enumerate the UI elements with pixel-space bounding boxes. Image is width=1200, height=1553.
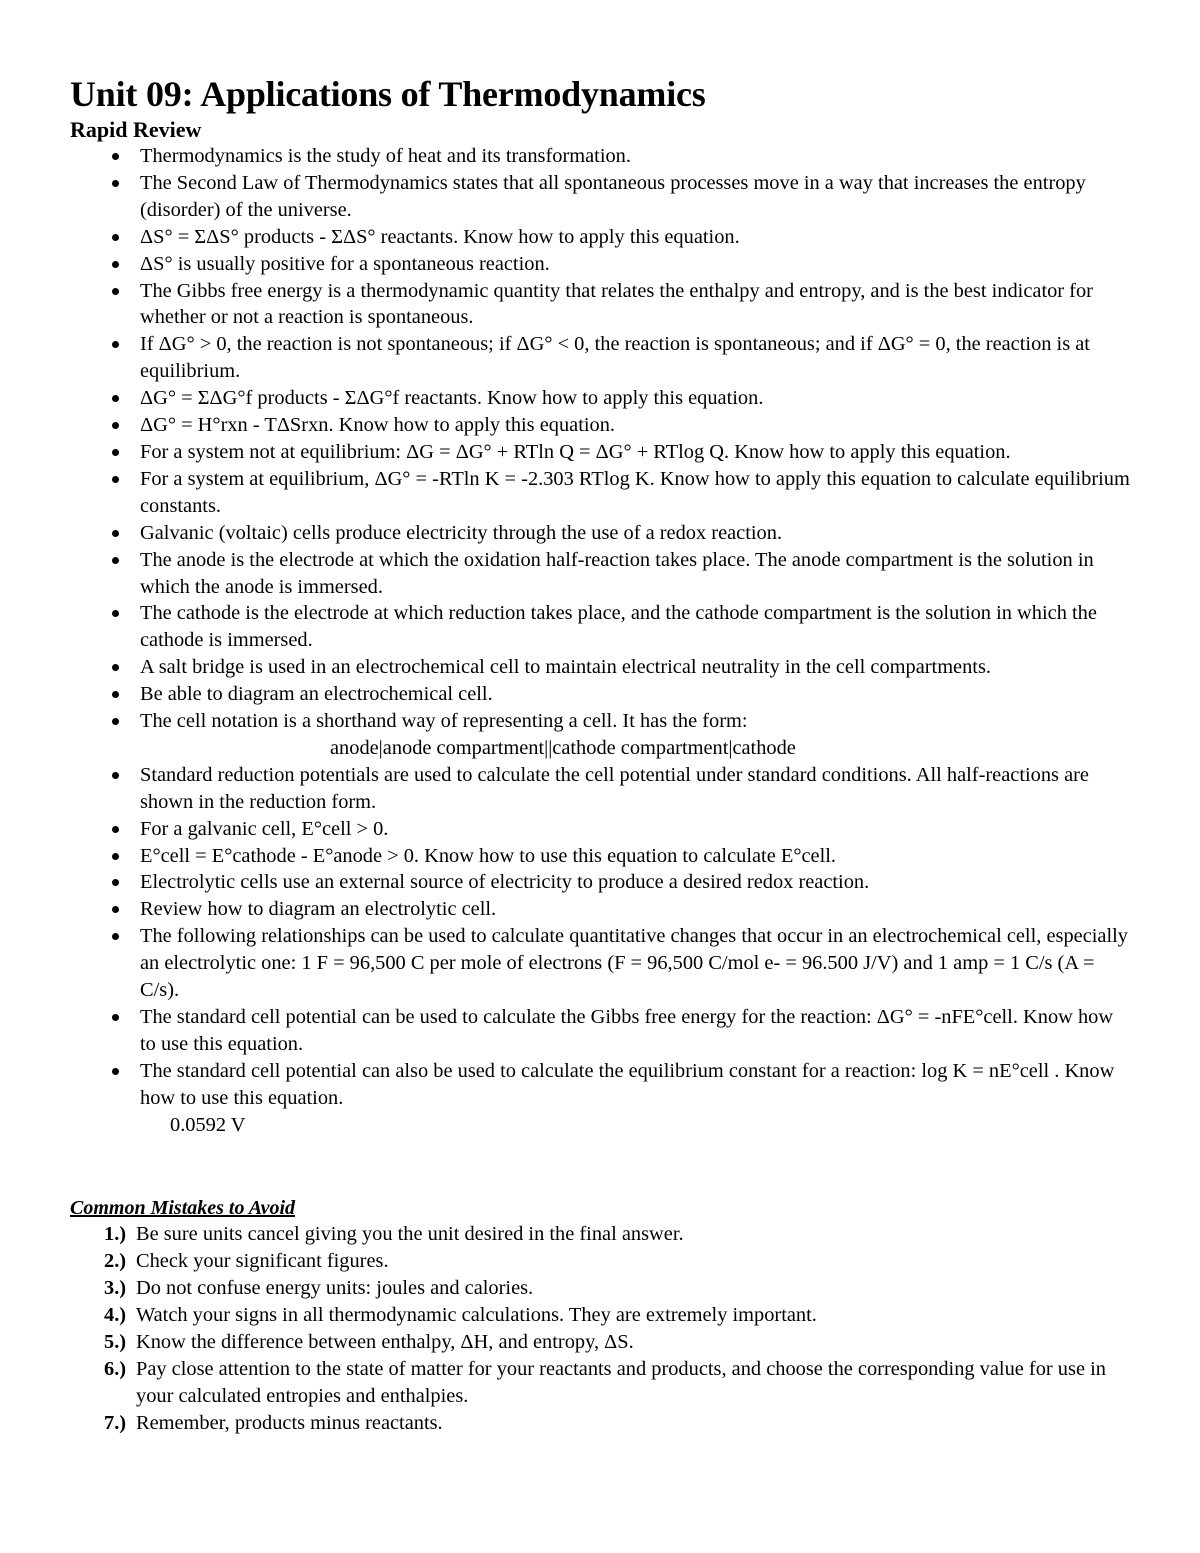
log-k-denominator: 0.0592 V: [170, 1113, 246, 1136]
mistake-text: Check your significant figures.: [136, 1249, 389, 1272]
mistake-number: 4.): [104, 1303, 127, 1326]
review-bullet-item: [70, 412, 1130, 439]
mistake-number: 5.): [104, 1330, 127, 1353]
bullet-icon: [112, 933, 119, 940]
bullet-icon: [112, 153, 119, 160]
review-bullet-text: For a system not at equilibrium: ΔG = ΔG° + RTln Q = ΔG° + RTlog Q. Know how to apply this equation.: [140, 440, 1011, 463]
page-title: Unit 09: Applications of Thermodynamics: [70, 74, 706, 114]
mistake-item: [70, 1275, 1130, 1302]
review-bullet-item: [70, 331, 1130, 385]
bullet-icon: [112, 772, 119, 779]
mistake-item: [70, 1329, 1130, 1356]
review-bullet-item: [70, 385, 1130, 412]
mistake-text: Pay close attention to the state of matter for your reactants and products, and choose the corresponding value for use in your calculated entropies and enthalpies.: [136, 1357, 1106, 1407]
review-bullet-text: Review how to diagram an electrolytic cell.: [140, 898, 497, 921]
mistake-item: [70, 1356, 1130, 1410]
review-bullet-text: The standard cell potential can also be used to calculate the equilibrium constant for a reaction: log K = nE°cell . Know how to use this equation.: [140, 1059, 1115, 1109]
mistake-number: 6.): [104, 1357, 127, 1380]
review-bullet-text: Be able to diagram an electrochemical cell.: [140, 683, 493, 706]
bullet-icon: [112, 530, 119, 537]
review-bullet-item: [70, 816, 1130, 843]
bullet-icon: [112, 664, 119, 671]
document-page: [70, 72, 1130, 1437]
review-bullet-text: ΔS° is usually positive for a spontaneous reaction.: [140, 252, 550, 275]
mistake-text: Watch your signs in all thermodynamic calculations. They are extremely important.: [136, 1303, 817, 1326]
mistake-item: [70, 1221, 1130, 1248]
mistake-number: 1.): [104, 1222, 127, 1245]
review-bullet-text: Thermodynamics is the study of heat and its transformation.: [140, 145, 631, 167]
review-bullet-item: [70, 1004, 1130, 1058]
review-bullet-item: [70, 520, 1130, 547]
review-bullet-item: [70, 869, 1130, 896]
review-bullet-text: The Second Law of Thermodynamics states that all spontaneous processes move in a way that increases the entropy (disorder) of the universe.: [140, 171, 1086, 221]
review-bullet-text: For a system at equilibrium, ΔG° = -RTln K = -2.303 RTlog K. Know how to apply this equation to calculate equilibrium constants.: [140, 467, 1130, 517]
review-bullet-item: [70, 681, 1130, 708]
common-mistakes-heading: Common Mistakes to Avoid: [70, 1196, 296, 1219]
mistake-text: Be sure units cancel giving you the unit desired in the final answer.: [136, 1222, 684, 1245]
review-bullet-item: [70, 843, 1130, 870]
rapid-review-list: [70, 143, 1130, 1139]
review-bullet-item: [70, 923, 1130, 1004]
bullet-icon: [112, 1014, 119, 1021]
review-bullet-item: [70, 547, 1130, 601]
review-bullet-text: The Gibbs free energy is a thermodynamic quantity that relates the enthalpy and entropy, and is the best indicator for whether or not a reaction is spontaneous.: [140, 279, 1093, 329]
review-bullet-item: [70, 251, 1130, 278]
review-bullet-text: The cell notation is a shorthand way of representing a cell. It has the form:: [140, 710, 748, 733]
bullet-icon: [112, 1068, 119, 1075]
review-bullet-item: [70, 466, 1130, 520]
review-bullet-text: ΔG° = H°rxn - TΔSrxn. Know how to apply this equation.: [140, 414, 616, 437]
review-bullet-text: Galvanic (voltaic) cells produce electricity through the use of a redox reaction.: [140, 521, 783, 544]
bullet-icon: [112, 341, 119, 348]
review-bullet-text: The following relationships can be used to calculate quantitative changes that occur in an electrochemical cell, especially an electrolytic one: 1 F = 96,500 C per mole of electrons (F = 96,500 C/mol e- = 96.500 J/V) and 1 amp = 1 C/s (A = C/s).: [140, 925, 1128, 1002]
review-bullet-item: [70, 762, 1130, 816]
bullet-icon: [112, 906, 119, 913]
mistake-text: Know the difference between enthalpy, ΔH, and entropy, ΔS.: [136, 1330, 634, 1353]
mistake-number: 3.): [104, 1276, 127, 1299]
mistake-item: [70, 1410, 1130, 1437]
mistake-number: 7.): [104, 1411, 127, 1434]
bullet-icon: [112, 879, 119, 886]
review-bullet-item: [70, 600, 1130, 654]
bullet-icon: [112, 476, 119, 483]
review-bullet-text: A salt bridge is used in an electrochemical cell to maintain electrical neutrality in the cell compartments.: [140, 656, 991, 679]
review-bullet-item: [70, 439, 1130, 466]
bullet-icon: [112, 234, 119, 241]
review-bullet-text: The anode is the electrode at which the oxidation half-reaction takes place. The anode compartment is the solution in which the anode is immersed.: [140, 548, 1094, 598]
bullet-icon: [112, 718, 119, 725]
mistake-item: [70, 1248, 1130, 1275]
review-bullet-item: [70, 170, 1130, 224]
review-bullet-item: [70, 143, 1130, 170]
review-bullet-item: [70, 224, 1130, 251]
bullet-icon: [112, 610, 119, 617]
review-bullet-item: [70, 896, 1130, 923]
bullet-icon: [112, 288, 119, 295]
bullet-icon: [112, 826, 119, 833]
review-bullet-item: [70, 654, 1130, 681]
review-bullet-text: Electrolytic cells use an external source of electricity to produce a desired redox reaction.: [140, 871, 870, 894]
common-mistakes-list: [70, 1221, 1130, 1437]
review-bullet-text: ΔS° = ΣΔS° products - ΣΔS° reactants. Know how to apply this equation.: [140, 225, 740, 248]
bullet-icon: [112, 691, 119, 698]
review-bullet-item: [70, 1058, 1130, 1139]
bullet-icon: [112, 261, 119, 268]
mistake-number: 2.): [104, 1249, 127, 1272]
review-bullet-text: E°cell = E°cathode - E°anode > 0. Know how to use this equation to calculate E°cell.: [140, 844, 837, 867]
bullet-icon: [112, 395, 119, 402]
review-bullet-text: Standard reduction potentials are used to calculate the cell potential under standard conditions. All half-reactions are shown in the reduction form.: [140, 763, 1089, 813]
review-bullet-item: [70, 278, 1130, 332]
review-bullet-text: If ΔG° > 0, the reaction is not spontaneous; if ΔG° < 0, the reaction is spontaneous; and if ΔG° = 0, the reaction is at equilibrium.: [140, 333, 1090, 383]
bullet-icon: [112, 422, 119, 429]
review-bullet-text: For a galvanic cell, E°cell > 0.: [140, 817, 389, 840]
review-bullet-text: The standard cell potential can be used to calculate the Gibbs free energy for the reaction: ΔG° = -nFE°cell. Know how to use this equation.: [140, 1006, 1114, 1055]
bullet-icon: [112, 449, 119, 456]
mistake-item: [70, 1302, 1130, 1329]
bullet-icon: [112, 557, 119, 564]
bullet-icon: [112, 853, 119, 860]
review-bullet-text: The cathode is the electrode at which reduction takes place, and the cathode compartment is the solution in which the cathode is immersed.: [140, 602, 1097, 652]
rapid-review-heading: Rapid Review: [70, 117, 202, 142]
review-bullet-text: ΔG° = ΣΔG°f products - ΣΔG°f reactants. Know how to apply this equation.: [140, 387, 764, 410]
mistake-text: Remember, products minus reactants.: [136, 1411, 443, 1434]
cell-notation-form: anode|anode compartment||cathode compartment|cathode: [330, 736, 796, 759]
bullet-icon: [112, 180, 119, 187]
mistake-text: Do not confuse energy units: joules and calories.: [136, 1276, 534, 1299]
review-bullet-item: [70, 708, 1130, 762]
